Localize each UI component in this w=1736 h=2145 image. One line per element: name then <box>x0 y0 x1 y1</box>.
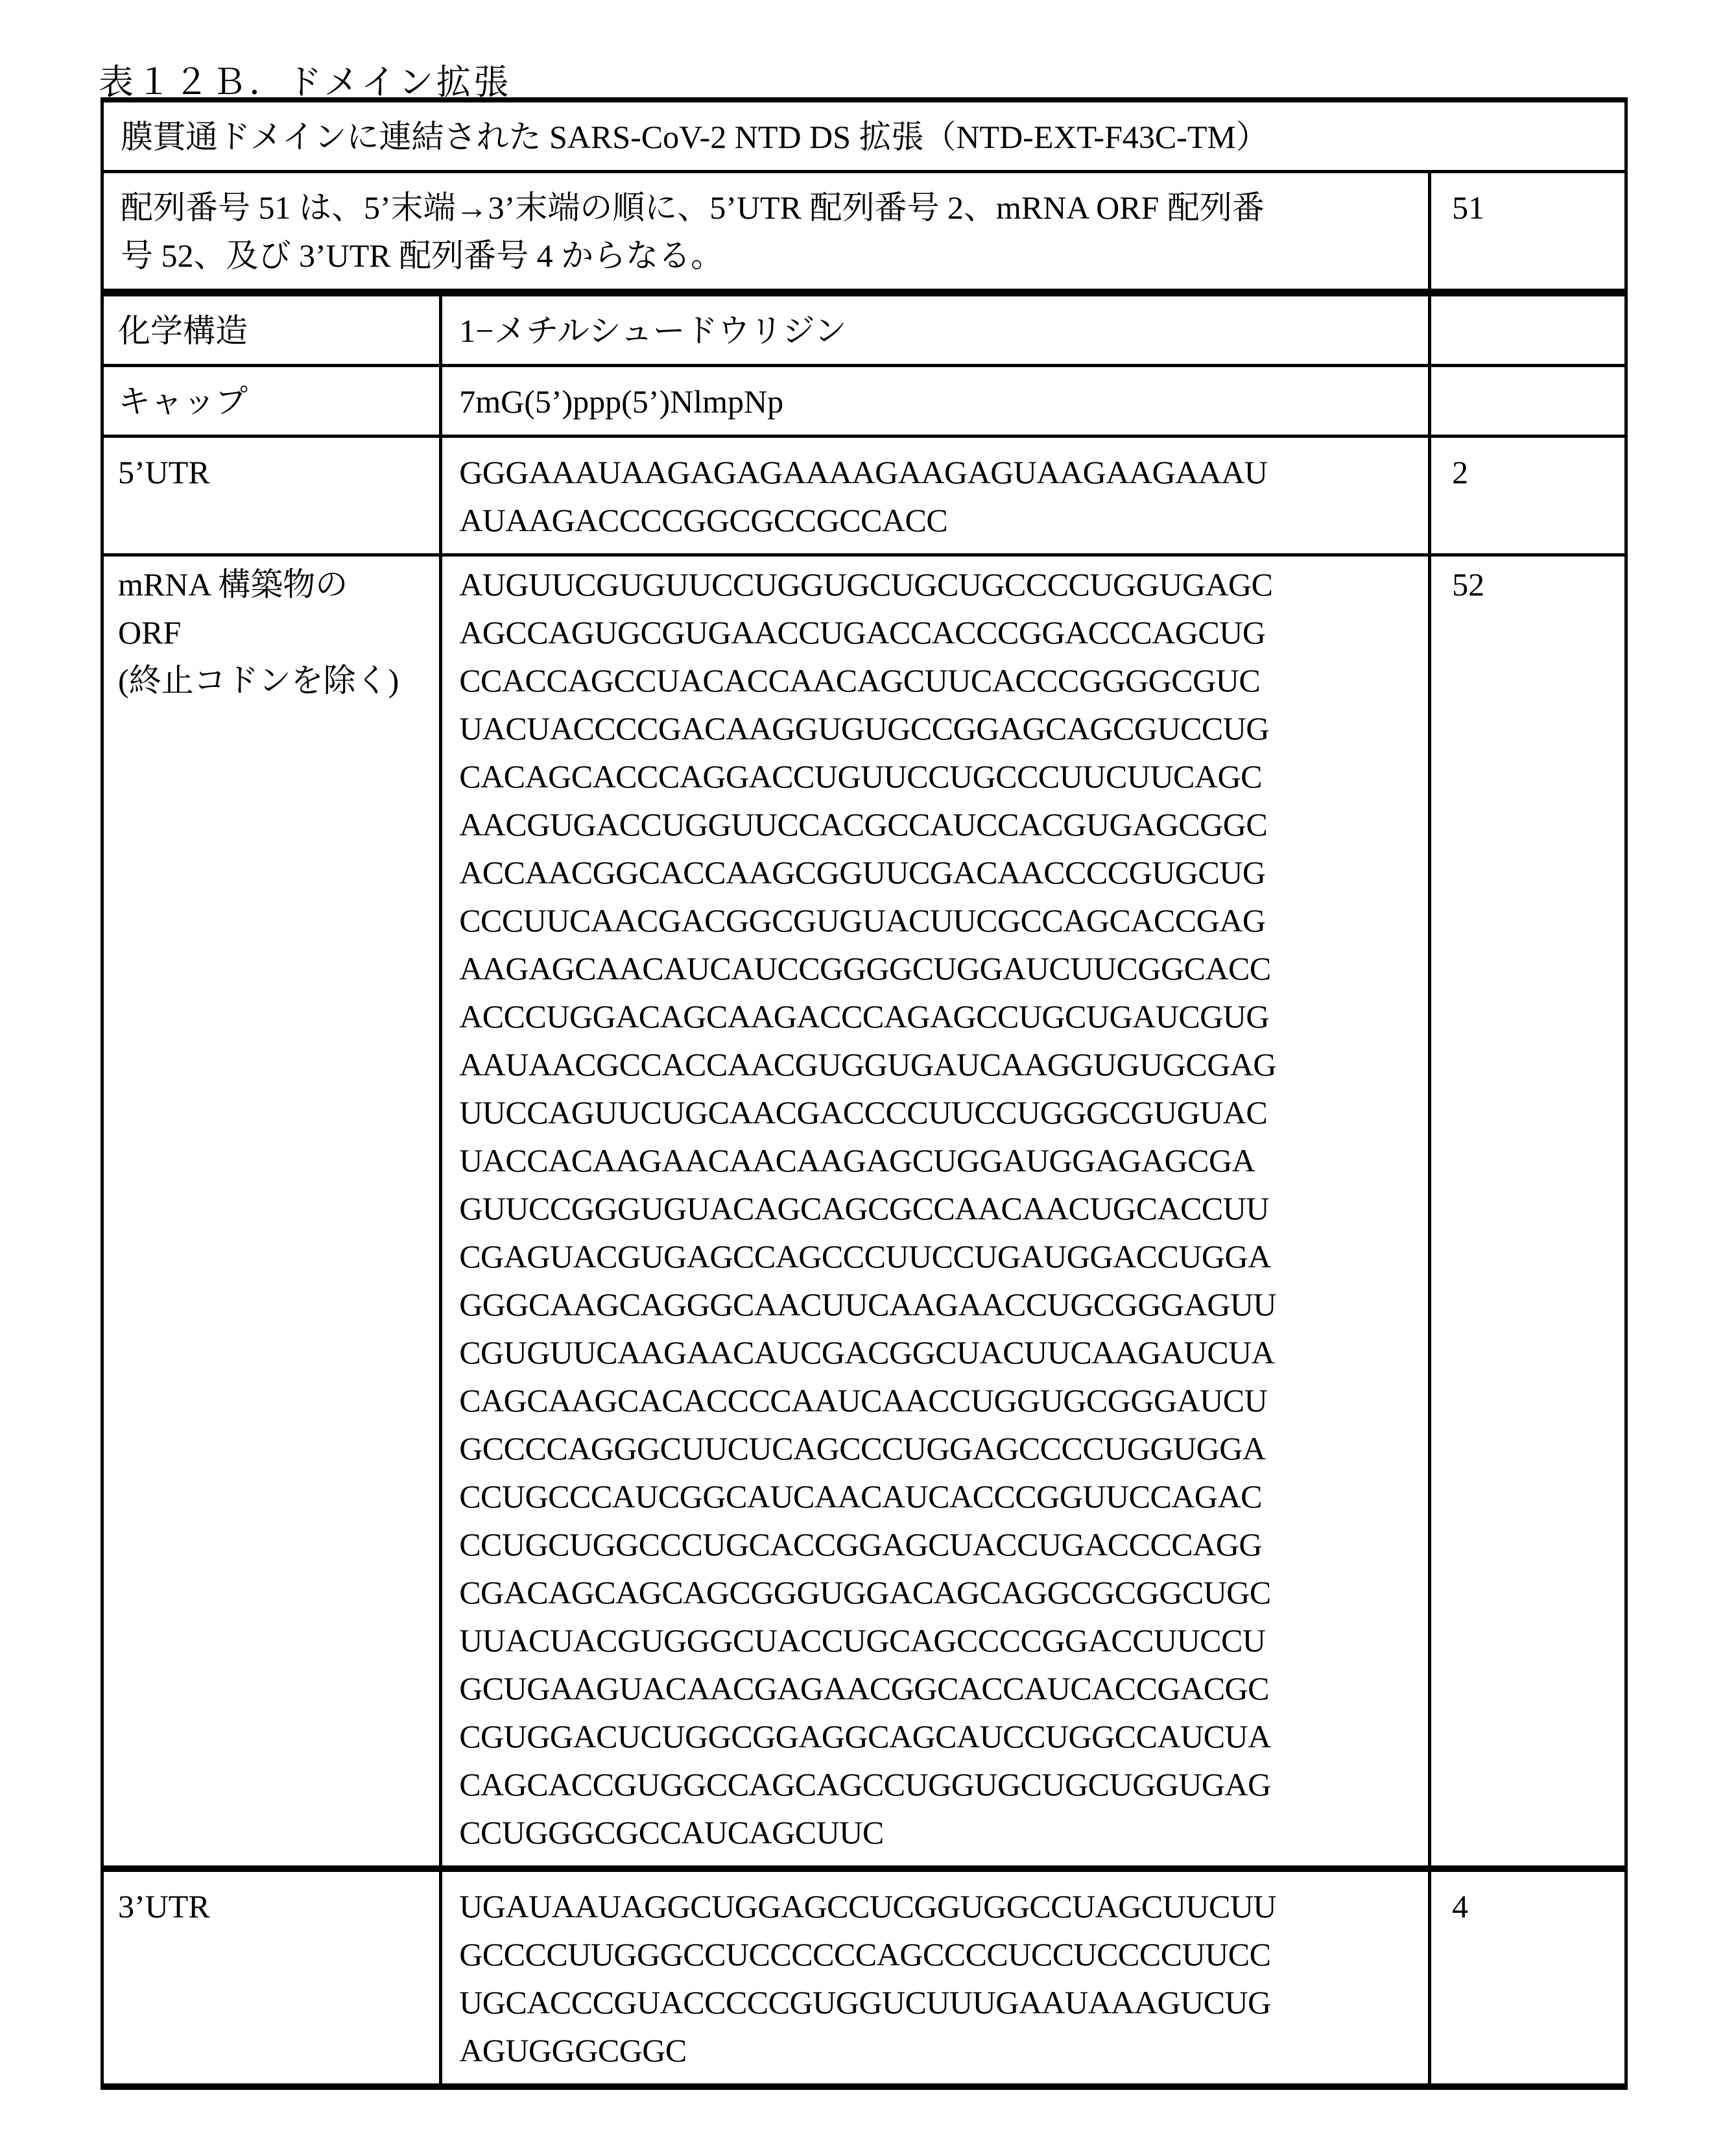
sequence-line: CCUGCCCAUCGGCAUCAACAUCACCCGGUUCCAGAC <box>459 1478 1262 1515</box>
row-label-text: 3’UTR <box>118 1888 210 1924</box>
title-row <box>102 100 1626 172</box>
row-label-text: mRNA 構築物の <box>118 566 348 603</box>
sequence-line: GGGCAAGCAGGGCAACUUCAAGAACCUGCGGGAGUU <box>459 1286 1277 1323</box>
row-value-text: 1−メチルシュードウリジン <box>459 313 847 349</box>
sequence-line: UACUACCCCGACAAGGUGUGCCGGAGCAGCGUCCUG <box>459 710 1269 747</box>
sequence-line: CCCUUCAACGACGGCGUGUACUUCGCCAGCACCGAG <box>459 902 1266 939</box>
sequence-line: AAUAACGCCACCAACGUGGUGAUCAAGGUGUGCGAG <box>459 1046 1277 1083</box>
table-row-5utr <box>102 437 1626 555</box>
sequence-line: CAGCAAGCACACCCCAAUCAACCUGGUGCGGGAUCU <box>459 1382 1268 1419</box>
sequence-line: CAGCACCGUGGCCAGCAGCCUGGUGCUGCUGGUGAG <box>459 1766 1271 1803</box>
sequence-line: GCCCCUUGGGCCUCCCCCCAGCCCCUCCUCCCCUUCC <box>459 1936 1271 1972</box>
description-cell <box>102 172 1430 293</box>
row-label-text: 化学構造 <box>118 313 248 349</box>
table-caption: 表１２Ｂ．ドメイン拡張 <box>99 63 512 102</box>
sequence-line: CCUGGGCGCCAUCAGCUUC <box>459 1814 884 1851</box>
sequence-line: CCUGCUGGCCCUGCACCGGAGCUACCUGACCCCAGG <box>459 1526 1262 1563</box>
row-label <box>102 555 441 1869</box>
row-label-text: キャップ <box>118 383 248 420</box>
sequence-line: AAGAGCAACAUCAUCCGGGGCUGGAUCUUCGGCACC <box>459 950 1271 987</box>
row-value <box>441 366 1430 437</box>
row-label-text: 5’UTR <box>118 454 210 490</box>
sequence-line: AGUGGGCGGC <box>459 2032 687 2068</box>
description-row <box>102 172 1626 293</box>
seq-id-cell: 51 <box>1430 172 1626 293</box>
sequence-line: AUGUUCGUGUUCCUGGUGCUGCUGCCCCUGGUGAGC <box>459 566 1273 603</box>
row-value <box>441 293 1430 366</box>
sequence-line: AUAAGACCCCGGCGCCGCCACC <box>459 502 948 538</box>
sequence-line: AGCCAGUGCGUGAACCUGACCACCCGGACCCAGCUG <box>459 614 1266 651</box>
sequence-line: CACAGCACCCAGGACCUGUUCCUGCCCUUCUUCAGC <box>459 758 1262 795</box>
sequence-line: CGUGUUCAAGAACAUCGACGGCUACUUCAAGAUCUA <box>459 1334 1275 1371</box>
table-row-cap <box>102 366 1626 437</box>
row-value-text: 7mG(5’)ppp(5’)NlmpNp <box>459 383 784 420</box>
table-row-chemistry <box>102 293 1626 366</box>
row-label-text: ORF <box>118 614 182 651</box>
row-label <box>102 437 441 555</box>
sequence-line: UGCACCCGUACCCCCGUGGUCUUUGAAUAAAGUCUG <box>459 1984 1271 2020</box>
row-label-text: (終止コドンを除く) <box>118 662 399 699</box>
seq-id-cell <box>1430 293 1626 366</box>
sequence-line: GCUGAAGUACAACGAGAACGGCACCAUCACCGACGC <box>459 1670 1269 1707</box>
seq-id-cell: 4 <box>1430 1869 1626 2087</box>
sequence-line: CCACCAGCCUACACCAACAGCUUCACCCGGGGCGUC <box>459 662 1261 699</box>
description-line: 号 52、及び 3’UTR 配列番号 4 からなる。 <box>121 237 724 274</box>
description-line: 配列番号 51 は、5’末端→3’末端の順に、5’UTR 配列番号 2、mRNA ORF 配列番 <box>121 189 1265 226</box>
sequence-line: UGAUAAUAGGCUGGAGCCUCGGUGGCCUAGCUUCUU <box>459 1888 1277 1924</box>
sequence-line: UUCCAGUUCUGCAACGACCCCUUCCUGGGCGUGUAC <box>459 1094 1268 1131</box>
row-label <box>102 366 441 437</box>
sequence-line: UUACUACGUGGGCUACCUGCAGCCCCGGACCUUCCU <box>459 1622 1266 1659</box>
sequence-line: UACCACAAGAACAACAAGAGCUGGAUGGAGAGCGA <box>459 1142 1255 1179</box>
sequence-cell <box>441 1869 1430 2087</box>
sequence-line: GGGAAAUAAGAGAGAAAAGAAGAGUAAGAAGAAAU <box>459 454 1268 490</box>
sequence-table <box>101 97 1628 2090</box>
sequence-cell <box>441 555 1430 1869</box>
sequence-line: AACGUGACCUGGUUCCACGCCAUCCACGUGAGCGGC <box>459 806 1268 843</box>
seq-id-cell <box>1430 366 1626 437</box>
row-label <box>102 293 441 366</box>
sequence-line: CGAGUACGUGAGCCAGCCCUUCCUGAUGGACCUGGA <box>459 1238 1271 1275</box>
seq-id-cell: 2 <box>1430 437 1626 555</box>
sequence-line: ACCCUGGACAGCAAGACCCAGAGCCUGCUGAUCGUG <box>459 998 1269 1035</box>
seq-id-cell: 52 <box>1430 555 1626 1869</box>
sequence-line: CGUGGACUCUGGCGGAGGCAGCAUCCUGGCCAUCUA <box>459 1718 1271 1755</box>
sequence-cell <box>441 437 1430 555</box>
table-row-3utr <box>102 1869 1626 2087</box>
sequence-line: ACCAACGGCACCAAGCGGUUCGACAACCCCGUGCUG <box>459 854 1266 891</box>
sequence-line: CGACAGCAGCAGCGGGUGGACAGCAGGCGCGGCUGC <box>459 1574 1271 1611</box>
table-title: 膜貫通ドメインに連結された SARS-CoV-2 NTD DS 拡張（NTD-EXT-F43C-TM） <box>102 100 1626 172</box>
row-label <box>102 1869 441 2087</box>
sequence-line: GUUCCGGGUGUACAGCAGCGCCAACAACUGCACCUU <box>459 1190 1269 1227</box>
sequence-line: GCCCCAGGGCUUCUCAGCCCUGGAGCCCCUGGUGGA <box>459 1430 1266 1467</box>
table-row-orf <box>102 555 1626 1869</box>
